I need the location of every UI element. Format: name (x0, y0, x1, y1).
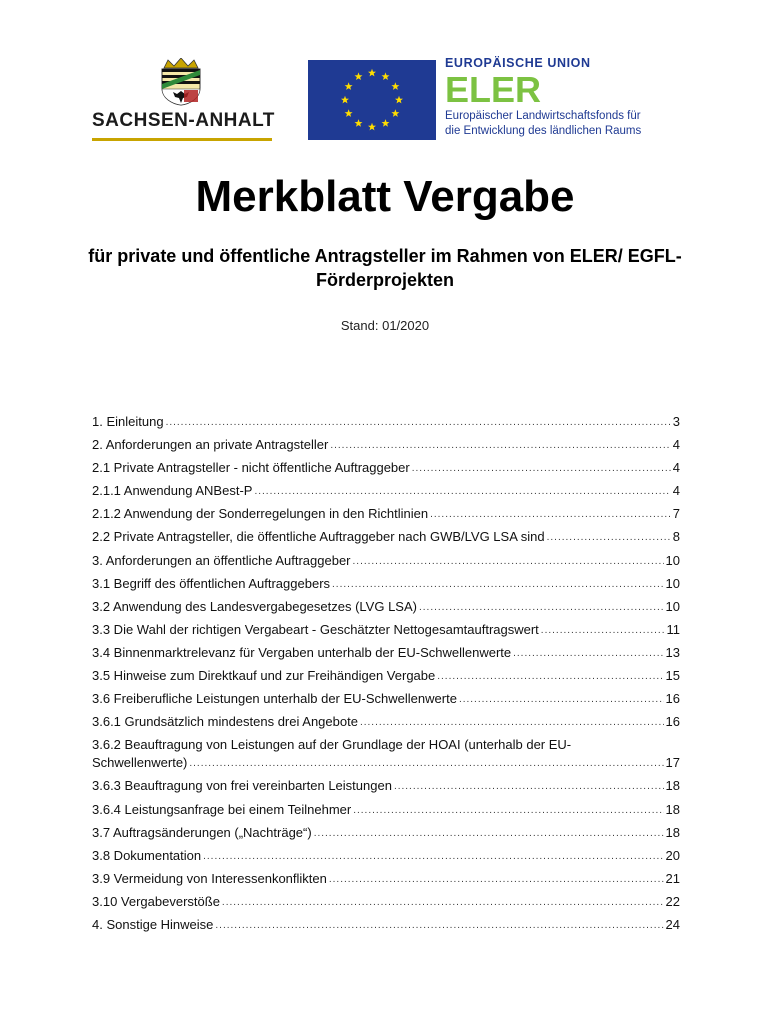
toc-page: 10 (665, 598, 680, 614)
toc-entry[interactable] (92, 436, 680, 454)
toc-page: 11 (666, 621, 680, 637)
toc-entry[interactable] (92, 644, 680, 662)
eler-description-line-1: Europäischer Landwirtschaftsfonds für (445, 110, 641, 122)
toc-leader-dots (360, 715, 664, 731)
toc-page: 18 (665, 778, 680, 794)
toc-label: 2.1.2 Anwendung der Sonderregelungen in den Richtlinien (92, 506, 429, 522)
toc-entry[interactable] (92, 459, 680, 477)
toc-page: 7 (672, 506, 680, 522)
toc-leader-dots (430, 507, 671, 523)
toc-entry[interactable] (92, 893, 680, 911)
toc-entry[interactable] (92, 575, 680, 593)
toc-page: 4 (672, 483, 680, 499)
logo-underline (92, 138, 272, 141)
toc-leader-dots (189, 756, 663, 772)
toc-label: 3.6.1 Grundsätzlich mindestens drei Angebote (92, 714, 358, 730)
toc-entry[interactable] (92, 667, 680, 685)
toc-page: 21 (665, 870, 680, 886)
toc-label: 3.10 Vergabeverstöße (92, 893, 220, 909)
toc-page: 16 (665, 714, 680, 730)
toc-entry[interactable] (92, 870, 680, 888)
toc-leader-dots (254, 484, 670, 500)
eler-logo-block (445, 56, 690, 146)
toc-page: 16 (665, 691, 680, 707)
table-of-contents (92, 413, 680, 939)
toc-label: 3.7 Auftragsänderungen („Nachträge“) (92, 824, 312, 840)
toc-entry[interactable] (92, 690, 680, 708)
toc-leader-dots (459, 692, 664, 708)
toc-leader-dots (513, 646, 663, 662)
toc-entry[interactable] (92, 713, 680, 731)
toc-page: 3 (672, 414, 680, 429)
toc-label: 3.4 Binnenmarktrelevanz für Vergaben unterhalb der EU-Schwellenwerte (92, 644, 512, 660)
toc-label: 2.1 Private Antragsteller - nicht öffentliche Auftraggeber (92, 460, 410, 476)
coat-of-arms-icon (158, 58, 204, 106)
eler-label: ELER (445, 69, 542, 110)
toc-page: 15 (665, 668, 680, 684)
eu-union-label: EUROPÄISCHE UNION (445, 56, 591, 70)
toc-entry[interactable] (92, 916, 680, 934)
sachsen-anhalt-logo (92, 58, 275, 142)
toc-leader-dots (332, 577, 664, 593)
toc-entry[interactable] (92, 598, 680, 616)
toc-label: 3.6 Freiberufliche Leistungen unterhalb der EU-Schwellenwerte (92, 691, 457, 707)
toc-label: 3.3 Die Wahl der richtigen Vergabeart - Geschätzter Nettogesamtauftragswert (92, 621, 539, 637)
toc-leader-dots (215, 918, 663, 934)
toc-label: 3.8 Dokumentation (92, 847, 202, 863)
toc-label: 4. Sonstige Hinweise (92, 916, 214, 932)
toc-leader-dots (330, 438, 670, 454)
toc-leader-dots (203, 849, 663, 865)
toc-label: 2.2 Private Antragsteller, die öffentliche Auftraggeber nach GWB/LVG LSA sind (92, 529, 545, 545)
toc-entry[interactable] (92, 621, 680, 639)
toc-page: 4 (672, 437, 680, 453)
eu-flag-icon (308, 60, 436, 140)
toc-label: 3.6.4 Leistungsanfrage bei einem Teilnehmer (92, 801, 352, 817)
toc-page: 24 (665, 916, 680, 932)
toc-label: 3.6.2 Beauftragung von Leistungen auf der Grundlage der HOAI (unterhalb der EU- (92, 737, 572, 753)
toc-page: 8 (672, 529, 680, 545)
toc-label: 1. Einleitung (92, 414, 164, 429)
toc-label: 3.1 Begriff des öffentlichen Auftraggebers (92, 575, 331, 591)
toc-entry[interactable] (92, 505, 680, 523)
toc-leader-dots (329, 872, 664, 888)
toc-page: 18 (665, 801, 680, 817)
toc-leader-dots (314, 826, 664, 842)
eler-description-line-2: die Entwicklung des ländlichen Raums (445, 125, 642, 137)
toc-leader-dots (437, 669, 663, 685)
document-title: Merkblatt Vergabe (195, 172, 575, 221)
toc-page: 18 (665, 824, 680, 840)
toc-entry[interactable] (92, 777, 680, 795)
toc-entry[interactable] (92, 801, 680, 819)
toc-page: 10 (665, 575, 680, 591)
toc-entry[interactable] (92, 736, 680, 772)
toc-leader-dots (541, 623, 665, 639)
toc-label: 3.9 Vermeidung von Interessenkonflikten (92, 870, 327, 886)
toc-leader-dots (353, 554, 664, 570)
toc-leader-dots (166, 415, 671, 431)
toc-label: 3.2 Anwendung des Landesvergabegesetzes (LVG LSA) (92, 598, 417, 614)
toc-leader-dots (547, 530, 671, 546)
toc-label: 3. Anforderungen an öffentliche Auftraggeber (92, 552, 351, 568)
toc-label: 3.6.3 Beauftragung von frei vereinbarten Leistungen (92, 778, 392, 794)
toc-page: 10 (665, 552, 680, 568)
toc-page: 13 (665, 644, 680, 660)
toc-page: 20 (665, 847, 680, 863)
toc-entry[interactable] (92, 413, 680, 431)
toc-label: 3.5 Hinweise zum Direktkauf und zur Freihändigen Vergabe (92, 668, 436, 684)
toc-page: 4 (672, 460, 680, 476)
document-subtitle: für private und öffentliche Antragsteller im Rahmen von ELER/ EGFL- Förderprojekten (88, 246, 682, 290)
toc-label-continuation: Schwellenwerte) (92, 755, 188, 771)
toc-entry[interactable] (92, 528, 680, 546)
toc-leader-dots (353, 803, 663, 819)
toc-entry[interactable] (92, 824, 680, 842)
toc-leader-dots (419, 600, 664, 616)
toc-page: 17 (665, 755, 680, 771)
toc-label: 2. Anforderungen an private Antragsteller (92, 437, 329, 453)
document-stand: Stand: 01/2020 (340, 318, 430, 333)
toc-entry[interactable] (92, 552, 680, 570)
state-name: SACHSEN-ANHALT (92, 110, 275, 131)
toc-entry[interactable] (92, 847, 680, 865)
toc-label: 2.1.1 Anwendung ANBest-P (92, 483, 253, 499)
toc-page: 22 (665, 893, 680, 909)
toc-leader-dots (222, 895, 664, 911)
toc-leader-dots (394, 779, 664, 795)
toc-entry[interactable] (92, 482, 680, 500)
toc-leader-dots (412, 461, 671, 477)
